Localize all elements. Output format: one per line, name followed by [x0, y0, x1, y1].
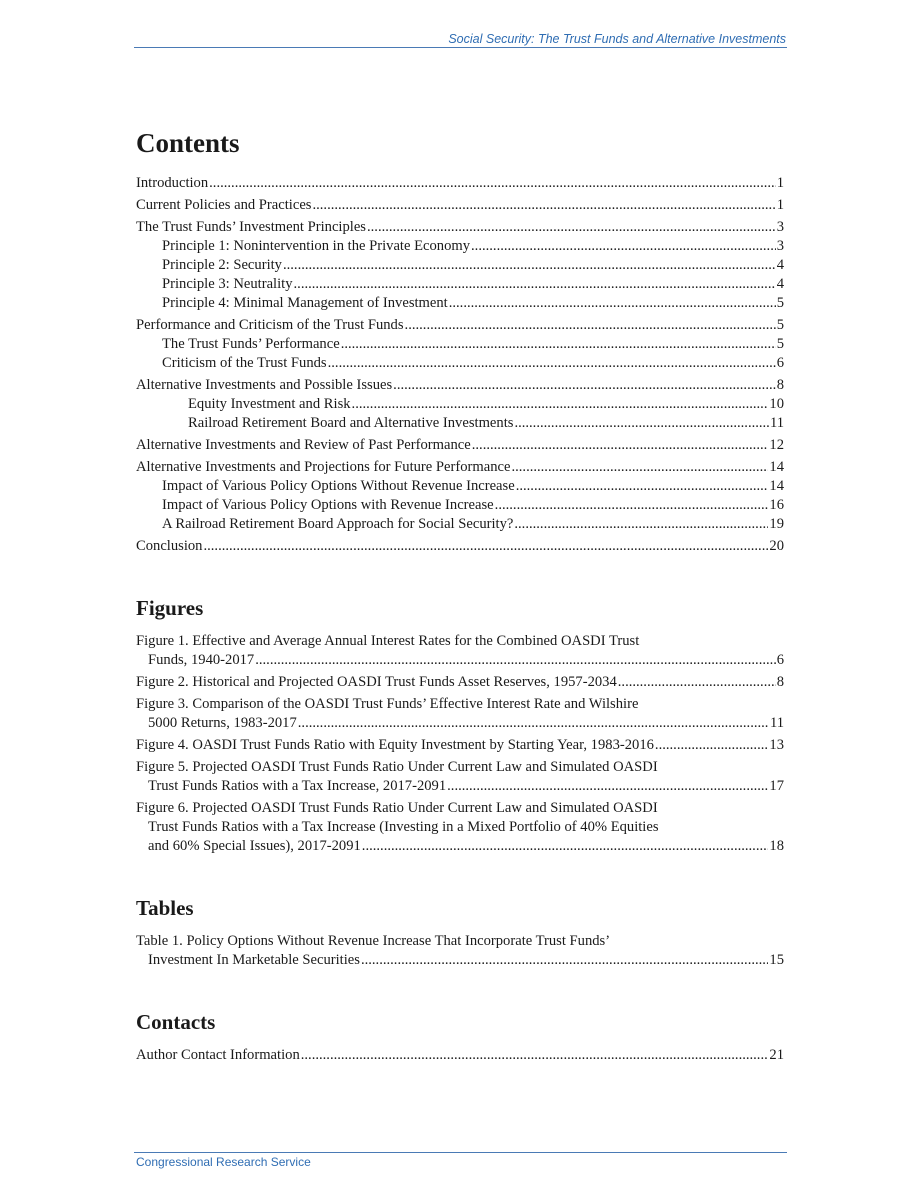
toc-entry-principle-1[interactable]: Principle 1: Nonintervention in the Private Economy ..... 3: [136, 237, 784, 256]
toc-entry-current-policies[interactable]: Current Policies and Practices ..... 1: [136, 196, 784, 215]
toc-figure-6[interactable]: Figure 6. Projected OASDI Trust Funds Ratio Under Current Law and Simulated OASDI Trust Funds Ratios with a Tax Increase (Investing in a Mixed Portfolio of 40% Equities and 60% Special Issues), 2017-2091 ..... 18: [136, 799, 784, 856]
toc-entry-equity-risk[interactable]: Equity Investment and Risk ..... 10: [136, 395, 784, 414]
toc-entry-alt-past-performance[interactable]: Alternative Investments and Review of Past Performance ..... 12: [136, 436, 784, 455]
toc-entry-criticism[interactable]: Criticism of the Trust Funds ..... 6: [136, 354, 784, 373]
header-rule: [134, 47, 787, 48]
contacts-section: [136, 1008, 784, 1065]
figures-section: [136, 594, 784, 856]
tables-heading: Tables: [136, 896, 194, 920]
toc-entry-performance-criticism[interactable]: Performance and Criticism of the Trust Funds ..... 5: [136, 316, 784, 335]
running-header: Social Security: The Trust Funds and Alternative Investments: [448, 32, 786, 46]
tables-section: [136, 894, 784, 970]
toc-entry-conclusion[interactable]: Conclusion ..... 20: [136, 537, 784, 556]
toc-entry-trust-funds-performance[interactable]: The Trust Funds’ Performance ..... 5: [136, 335, 784, 354]
toc-figure-5[interactable]: Figure 5. Projected OASDI Trust Funds Ratio Under Current Law and Simulated OASDI Trust Funds Ratios with a Tax Increase, 2017-2091 ..... 17: [136, 758, 784, 796]
toc-page: [136, 126, 784, 1065]
toc-figure-4[interactable]: Figure 4. OASDI Trust Funds Ratio with Equity Investment by Starting Year, 1983-2016 ..... 13: [136, 736, 784, 755]
toc-table-1[interactable]: Table 1. Policy Options Without Revenue Increase That Incorporate Trust Funds’ Investment In Marketable Securities ..... 15: [136, 932, 784, 970]
toc-entry-author-contact[interactable]: Author Contact Information ..... 21: [136, 1046, 784, 1065]
contacts-list: [136, 1046, 784, 1065]
toc-figure-1[interactable]: Figure 1. Effective and Average Annual Interest Rates for the Combined OASDI Trust Funds, 1940-2017 ..... 6: [136, 632, 784, 670]
contents-list: [136, 174, 784, 556]
toc-entry-without-revenue[interactable]: Impact of Various Policy Options Without Revenue Increase ..... 14: [136, 477, 784, 496]
toc-figure-2[interactable]: Figure 2. Historical and Projected OASDI Trust Funds Asset Reserves, 1957-2034 ..... 8: [136, 673, 784, 692]
toc-entry-alt-projections[interactable]: Alternative Investments and Projections for Future Performance ..... 14: [136, 458, 784, 477]
contacts-heading: Contacts: [136, 1010, 216, 1034]
footer-rule: [134, 1152, 787, 1153]
toc-entry-principle-4[interactable]: Principle 4: Minimal Management of Investment ..... 5: [136, 294, 784, 313]
toc-entry-investment-principles[interactable]: The Trust Funds’ Investment Principles ..... 3: [136, 218, 784, 237]
toc-entry-railroad-alt[interactable]: Railroad Retirement Board and Alternative Investments ..... 11: [136, 414, 784, 433]
toc-entry-railroad-approach[interactable]: A Railroad Retirement Board Approach for Social Security? ..... 19: [136, 515, 784, 534]
toc-entry-with-revenue[interactable]: Impact of Various Policy Options with Revenue Increase ..... 16: [136, 496, 784, 515]
contents-heading: Contents: [136, 128, 240, 158]
toc-figure-3[interactable]: Figure 3. Comparison of the OASDI Trust Funds’ Effective Interest Rate and Wilshire 5000 Returns, 1983-2017 ..... 11: [136, 695, 784, 733]
footer-source: Congressional Research Service: [136, 1155, 311, 1169]
toc-entry-alt-investments-issues[interactable]: Alternative Investments and Possible Issues ..... 8: [136, 376, 784, 395]
toc-entry-principle-2[interactable]: Principle 2: Security ..... 4: [136, 256, 784, 275]
tables-list: [136, 932, 784, 970]
figures-list: [136, 632, 784, 856]
figures-heading: Figures: [136, 596, 204, 620]
toc-entry-introduction[interactable]: Introduction ..... 1: [136, 174, 784, 193]
toc-entry-principle-3[interactable]: Principle 3: Neutrality ..... 4: [136, 275, 784, 294]
